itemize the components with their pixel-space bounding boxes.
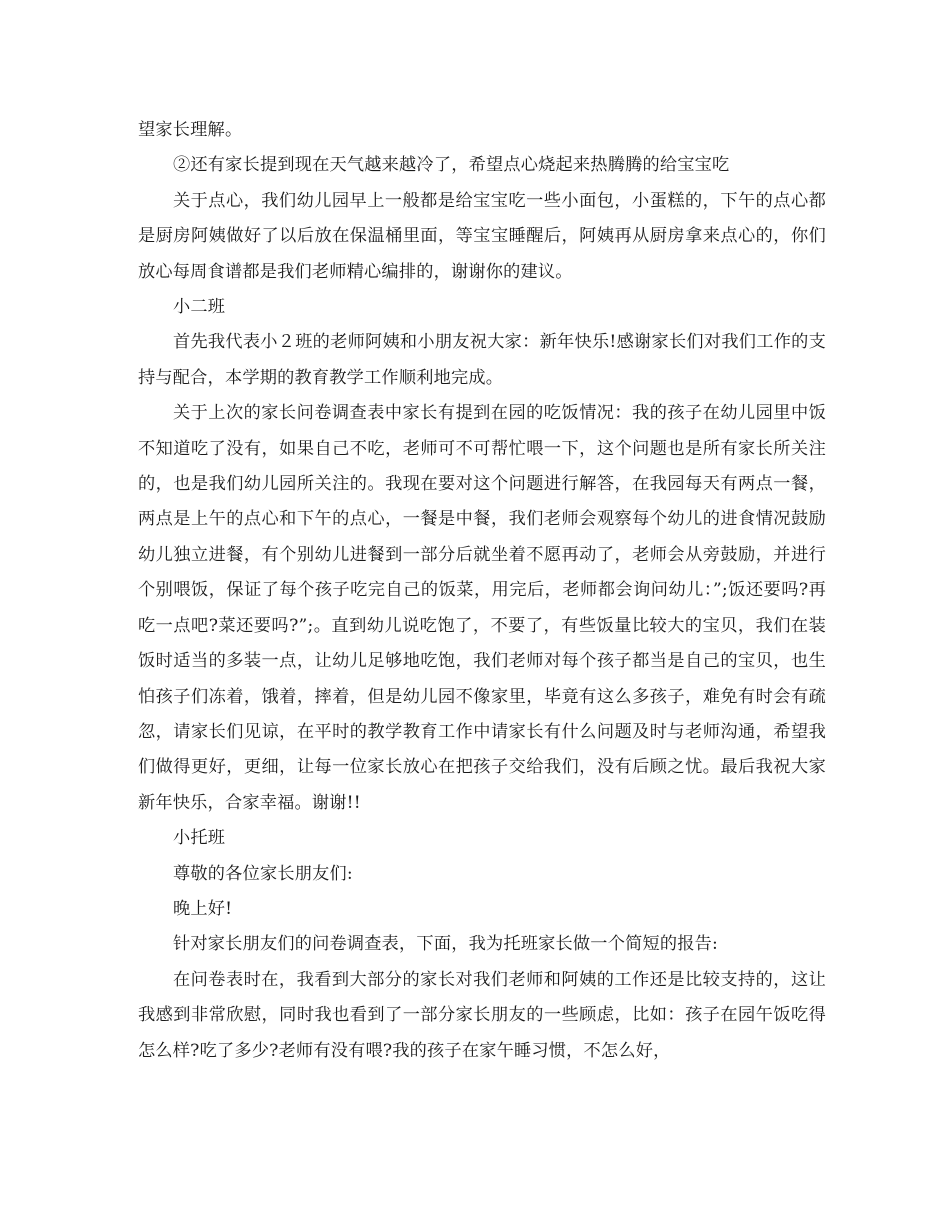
salutation: 尊敬的各位家长朋友们:	[173, 863, 353, 884]
paragraph: ②还有家长提到现在天气越来越冷了，希望点心烧起来热腾腾的给宝宝吃	[173, 155, 730, 176]
document-body	[138, 113, 826, 1069]
section-heading-class-2: 小二班	[173, 297, 226, 318]
paragraph: 关于点心，我们幼儿园早上一般都是给宝宝吃一些小面包，小蛋糕的，下午的点心都是厨房阿姨做好了以后放在保温桶里面，等宝宝睡醒后，阿姨再从厨房拿来点心的，你们放心每周食谱都是我们老师精心编排的，谢谢你的建议。	[138, 190, 826, 282]
section-heading-toddler-class: 小托班	[173, 828, 226, 849]
paragraph: 在问卷表时在，我看到大部分的家长对我们老师和阿姨的工作还是比较支持的，这让我感到非常欣慰，同时我也看到了一部分家长朋友的一些顾虑，比如：孩子在园午饭吃得怎么样?吃了多少?老师有没有喂?我的孩子在家午睡习惯，不怎么好，	[138, 969, 826, 1061]
paragraph: 针对家长朋友们的问卷调查表，下面，我为托班家长做一个简短的报告:	[173, 934, 719, 955]
greeting: 晚上好!	[173, 898, 233, 919]
paragraph: 望家长理解。	[138, 120, 243, 140]
paragraph: 关于上次的家长问卷调查表中家长有提到在园的吃饭情况：我的孩子在幼儿园里中饭不知道吃了没有，如果自己不吃，老师可不可帮忙喂一下，这个问题也是所有家长所关注的，也是我们幼儿园所关注的。我现在要对这个问题进行解答，在我园每天有两点一餐，两点是上午的点心和下午的点心，一餐是中餐，我们老师会观察每个幼儿的进食情况鼓励幼儿独立进餐，有个别幼儿进餐到一部分后就坐着不愿再动了，老师会从旁鼓励，并进行个别喂饭，保证了每个孩子吃完自己的饭菜，用完后，老师都会询问幼儿：”;饭还要吗?再吃一点吧?菜还要吗?”;。直到幼儿说吃饱了，不要了，有些饭量比较大的宝贝，我们在装饭时适当的多装一点，让幼儿足够地吃饱，我们老师对每个孩子都当是自己的宝贝，也生怕孩子们冻着，饿着，摔着，但是幼儿园不像家里，毕竟有这么多孩子，难免有时会有疏忽，请家长们见谅，在平时的教学教育工作中请家长有什么问题及时与老师沟通，希望我们做得更好，更细，让每一位家长放心在把孩子交给我们，没有后顾之忧。最后我祝大家新年快乐，合家幸福。谢谢!!	[138, 403, 826, 813]
paragraph: 首先我代表小２班的老师阿姨和小朋友祝大家：新年快乐!感谢家长们对我们工作的支持与配合，本学期的教育教学工作顺利地完成。	[138, 332, 826, 388]
